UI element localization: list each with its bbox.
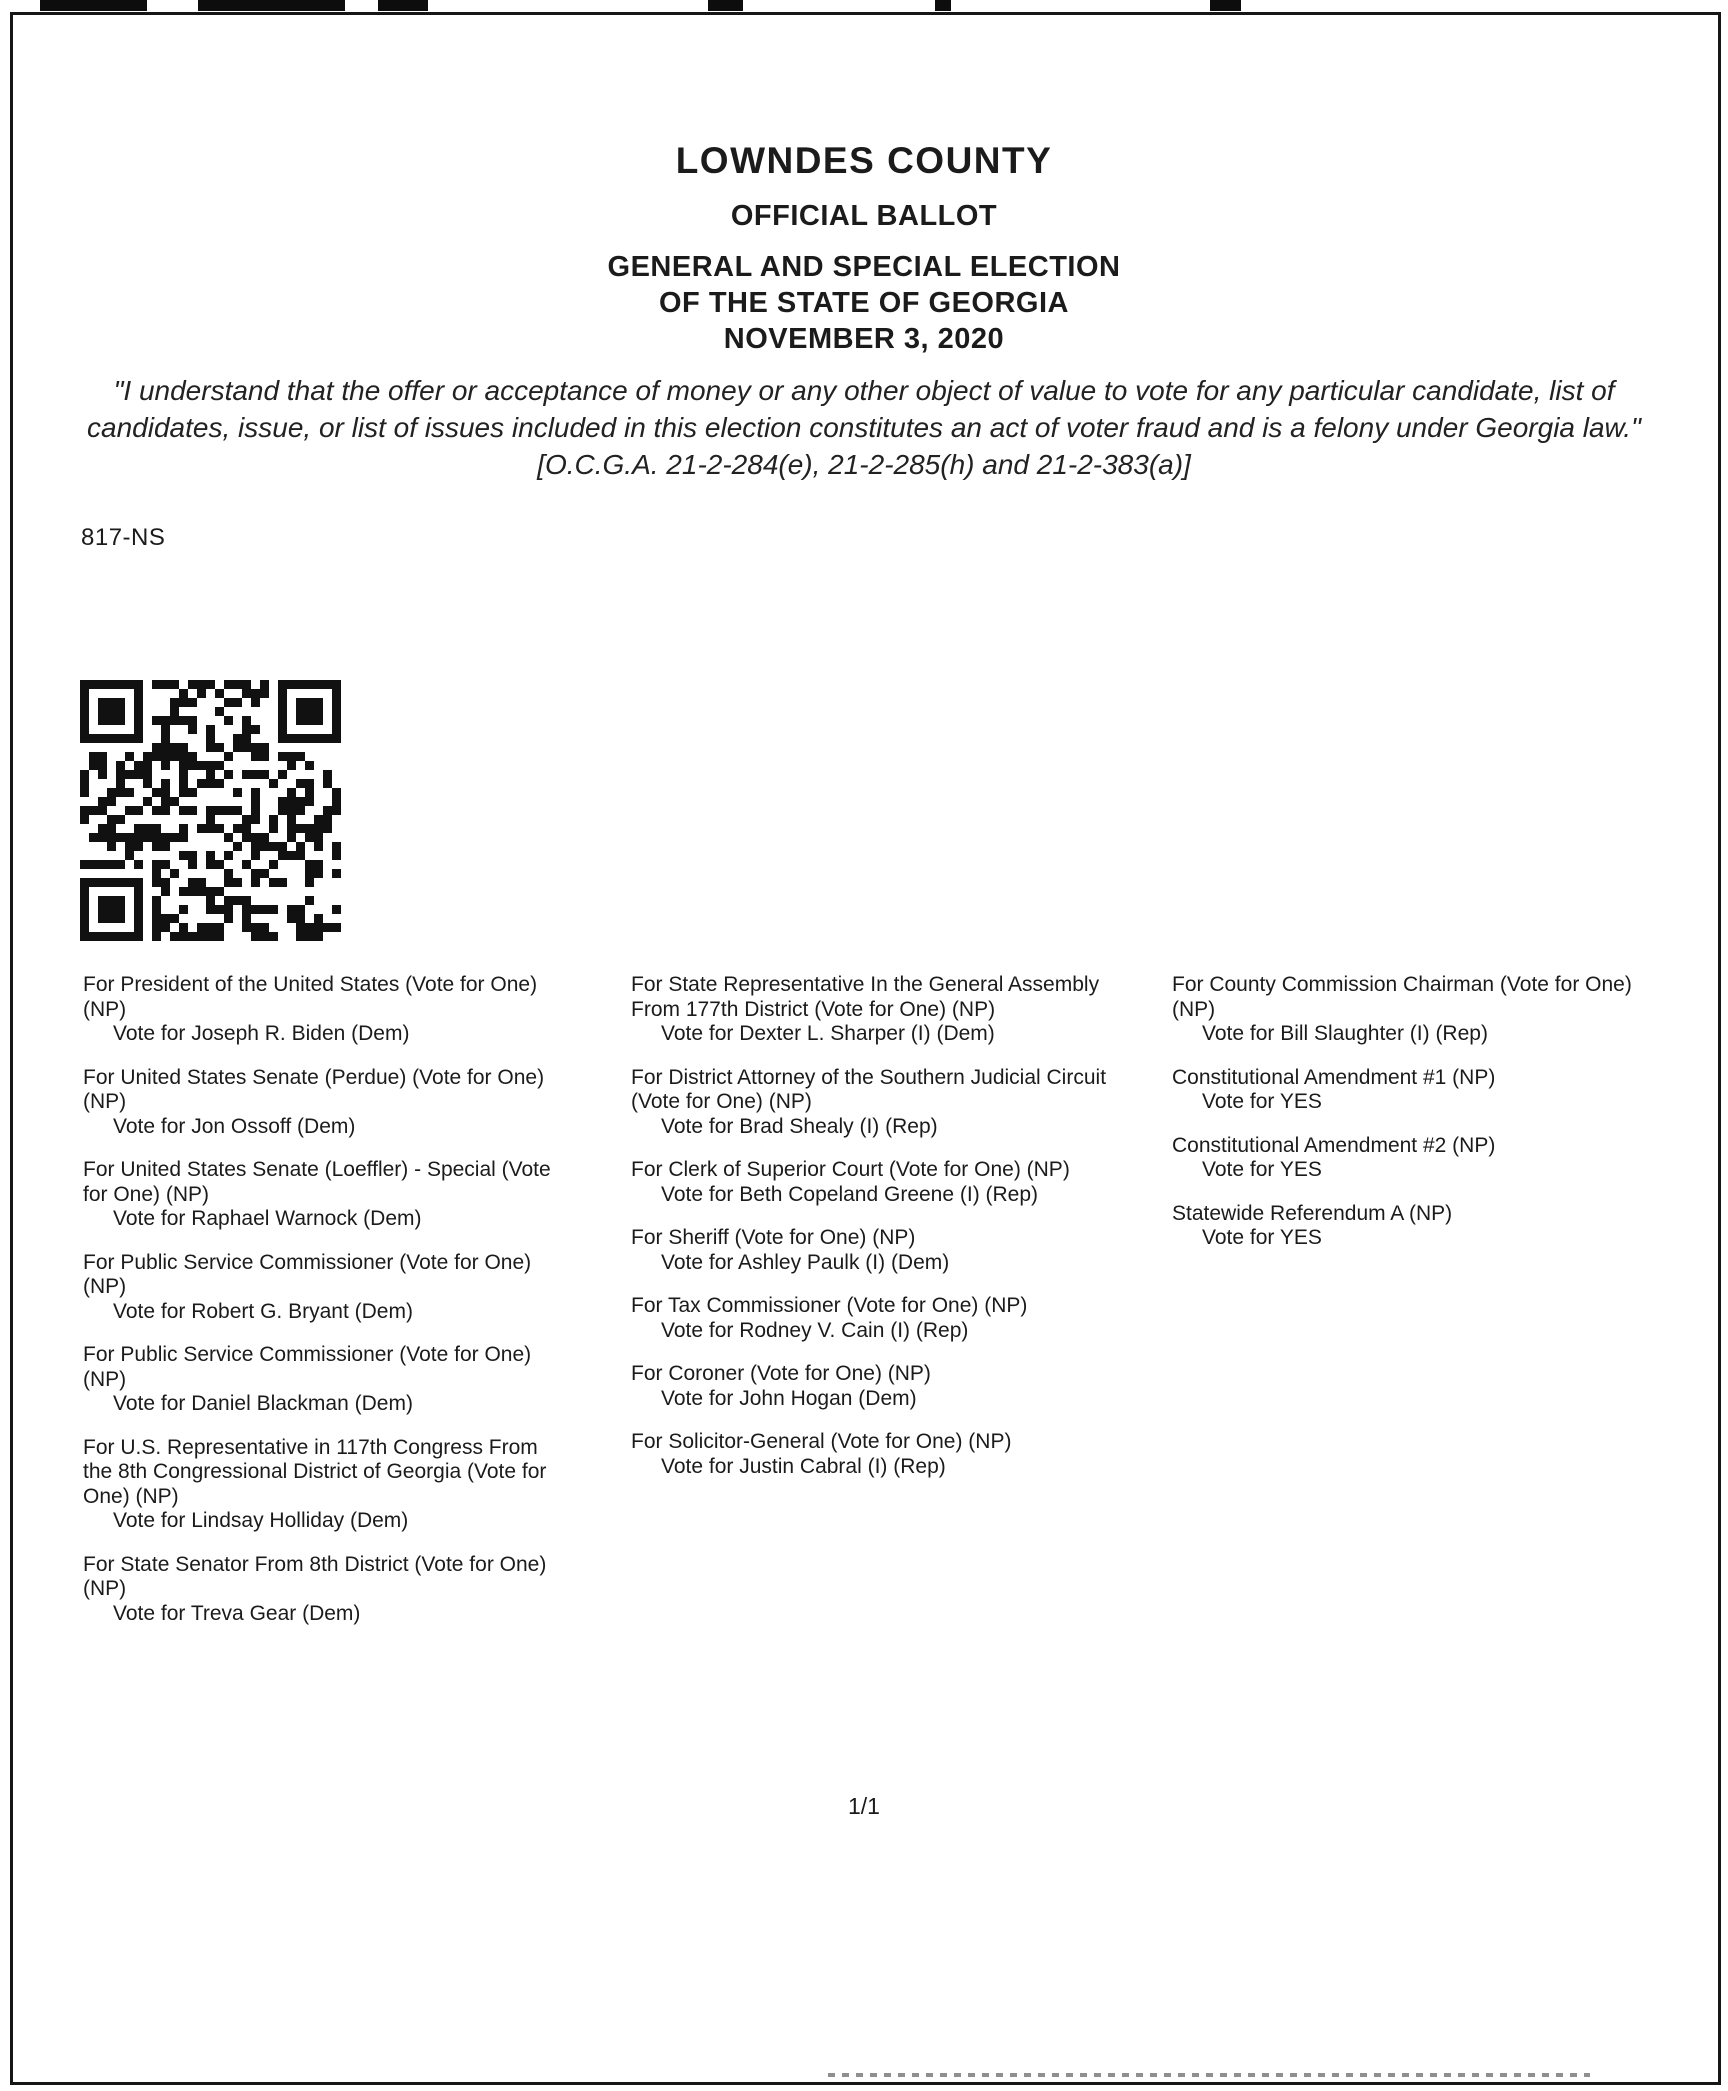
scan-timing-mark [198,0,345,11]
ballot-column-2 [631,973,1113,1498]
election-title-line: GENERAL AND SPECIAL ELECTION [607,251,1121,283]
contest [83,1158,555,1232]
contest-title: For Sheriff (Vote for One) (NP) [631,1226,916,1249]
vote-selection: Vote for YES [1202,1158,1322,1181]
contest-title: For U.S. Representative in 117th Congress From the 8th Congressional District of Georgia (Vote for One) (NP) [83,1435,547,1508]
contest-title: For President of the United States (Vote for One) (NP) [83,973,538,1021]
contest [1172,1134,1650,1183]
contest-title: For State Representative In the General Assembly From 177th District (Vote for One) (NP) [631,973,1100,1021]
election-title-line: OF THE STATE OF GEORGIA [659,287,1069,319]
voter-fraud-disclaimer: "I understand that the offer or acceptance of money or any other object of value to vote for any particular candidate, list of candidates, issue, or list of issues included in this election constitutes an act of voter fraud and is a felony under Georgia law." [O.C.G.A. 21-2-284(e), 21-2-285(h) and 21-2-383(a)] [87,375,1641,480]
vote-selection: Vote for Bill Slaughter (I) (Rep) [1202,1022,1488,1045]
county-title: LOWNDES COUNTY [675,140,1053,181]
contest-title: For United States Senate (Loeffler) - Special (Vote for One) (NP) [83,1158,551,1206]
contest-title: For Coroner (Vote for One) (NP) [631,1362,931,1385]
contest [631,1066,1113,1140]
qr-code [80,680,341,941]
vote-selection: Vote for Joseph R. Biden (Dem) [113,1022,410,1045]
contest [1172,973,1650,1047]
contest [83,1251,555,1325]
contest-title: Constitutional Amendment #1 (NP) [1172,1065,1496,1089]
contest-title: Constitutional Amendment #2 (NP) [1172,1133,1496,1157]
contest [83,973,555,1047]
vote-selection: Vote for Justin Cabral (I) (Rep) [661,1454,946,1478]
contest [83,1066,555,1140]
contest [83,1436,555,1534]
vote-selection: Vote for Beth Copeland Greene (I) (Rep) [661,1182,1039,1206]
contest [631,1226,1113,1275]
contest [1172,1202,1650,1251]
contest [83,1553,555,1627]
vote-selection: Vote for Daniel Blackman (Dem) [113,1392,413,1415]
vote-selection: Vote for Robert G. Bryant (Dem) [113,1299,413,1323]
vote-selection: Vote for Treva Gear (Dem) [113,1601,361,1625]
vote-selection: Vote for Brad Shealy (I) (Rep) [661,1114,938,1138]
ballot-style-id: 817-NS [81,524,166,551]
ballot-column-1 [83,973,555,1645]
vote-selection: Vote for YES [1202,1226,1322,1249]
contest-title: For United States Senate (Perdue) (Vote for One) (NP) [83,1065,545,1113]
vote-selection: Vote for Rodney V. Cain (I) (Rep) [661,1318,969,1342]
contest [631,973,1113,1047]
vote-selection: Vote for Dexter L. Sharper (I) (Dem) [661,1022,995,1045]
election-title-line: NOVEMBER 3, 2020 [723,323,1005,355]
contest-title: For District Attorney of the Southern Judicial Circuit (Vote for One) (NP) [631,1065,1107,1113]
ballot-header [0,140,1728,357]
contest-title: For Public Service Commissioner (Vote for One) (NP) [83,1343,532,1391]
vote-selection: Vote for Raphael Warnock (Dem) [113,1207,422,1230]
election-title [0,249,1728,357]
ballot-title: OFFICIAL BALLOT [730,200,998,232]
contest-title: Statewide Referendum A (NP) [1172,1201,1453,1225]
contest-title: For Tax Commissioner (Vote for One) (NP) [631,1294,1028,1317]
contest-title: For County Commission Chairman (Vote for One) (NP) [1172,973,1632,1021]
scan-timing-mark [40,0,147,11]
scan-timing-mark [708,0,743,11]
contest [1172,1066,1650,1115]
vote-selection: Vote for Lindsay Holliday (Dem) [113,1509,409,1532]
contest [631,1158,1113,1207]
scan-timing-mark [935,0,951,11]
page-number: 1/1 [848,1793,880,1819]
contest [83,1343,555,1417]
contest-title: For Public Service Commissioner (Vote for One) (NP) [83,1250,532,1298]
scan-timing-mark [1210,0,1241,11]
vote-selection: Vote for Jon Ossoff (Dem) [113,1114,356,1138]
ballot-column-3 [1172,973,1650,1270]
vote-selection: Vote for John Hogan (Dem) [661,1386,917,1410]
vote-selection: Vote for YES [1202,1090,1322,1113]
contest [631,1430,1113,1479]
contest-title: For Solicitor-General (Vote for One) (NP) [631,1430,1012,1453]
contest [631,1294,1113,1343]
vote-selection: Vote for Ashley Paulk (I) (Dem) [661,1250,950,1274]
contest-title: For Clerk of Superior Court (Vote for One) (NP) [631,1158,1070,1181]
scan-timing-mark [378,0,428,11]
bottom-scan-mark [828,2073,1590,2077]
contest-title: For State Senator From 8th District (Vote for One) (NP) [83,1552,547,1600]
contest [631,1362,1113,1411]
